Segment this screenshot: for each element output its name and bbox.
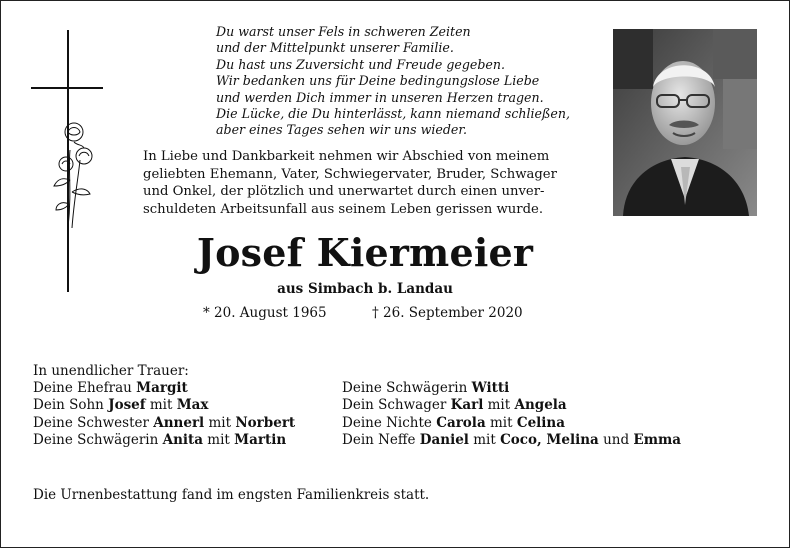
mourner-row xyxy=(33,432,295,449)
mourners-right xyxy=(342,380,681,450)
mourner-row xyxy=(342,415,681,432)
mourner-relation: mit xyxy=(483,397,515,414)
intro-line: In Liebe und Dankbarkeit nehmen wir Abschied von meinem xyxy=(143,149,550,164)
poem-line: aber eines Tages sehen wir uns wieder. xyxy=(216,122,467,138)
mourner-relation: und xyxy=(598,432,634,449)
mourner-name: Carola xyxy=(436,414,486,431)
mourner-relation: mit xyxy=(203,432,235,449)
mourner-relation: Dein Schwager xyxy=(342,397,451,414)
intro-paragraph xyxy=(143,148,588,218)
death-date: † 26. September 2020 xyxy=(372,305,523,321)
birth-date: * 20. August 1965 xyxy=(203,305,327,321)
mourner-relation: mit xyxy=(468,432,501,449)
hometown: aus Simbach b. Landau xyxy=(277,281,453,297)
mourner-name: Josef xyxy=(108,397,146,414)
mourner-relation: Dein Neffe xyxy=(342,432,420,449)
mourners-left xyxy=(33,380,295,450)
mourner-name: Coco, Melina xyxy=(500,432,599,449)
poem-line: Du warst unser Fels in schweren Zeiten xyxy=(216,24,471,39)
mourner-name: Martin xyxy=(234,432,287,449)
mourner-name: Norbert xyxy=(235,414,296,431)
mourner-name: Angela xyxy=(514,397,567,414)
poem-line: und der Mittelpunkt unserer Familie. xyxy=(216,40,454,56)
poem-line: Du hast uns Zuversicht und Freude gegeben. xyxy=(216,56,505,72)
poem-line: Die Lücke, die Du hinterlässt, kann niemand schließen, xyxy=(216,105,570,121)
mourner-relation: Deine Schwägerin xyxy=(33,432,163,449)
mourner-name: Daniel xyxy=(419,432,469,449)
poem-line: und werden Dich immer in unseren Herzen tragen. xyxy=(216,89,544,105)
mourner-row xyxy=(342,380,681,397)
rose-icon xyxy=(48,120,104,230)
mourner-name: Max xyxy=(176,397,209,414)
mourner-name: Margit xyxy=(136,380,188,396)
closing-note: Die Urnenbestattung fand im engsten Familienkreis statt. xyxy=(33,487,430,503)
poem xyxy=(216,24,596,139)
mourner-row xyxy=(33,397,295,414)
mourner-relation: Dein Sohn xyxy=(33,397,109,414)
intro-line: schuldeten Arbeitsunfall aus seinem Leben gerissen wurde. xyxy=(143,201,544,217)
intro-line: geliebten Ehemann, Vater, Schwiegervater, Bruder, Schwager xyxy=(143,166,557,182)
mourner-relation: mit xyxy=(145,397,177,414)
mourner-relation: Deine Ehefrau xyxy=(33,380,137,396)
portrait-photo xyxy=(613,29,757,216)
mourner-row xyxy=(342,397,681,414)
mourner-name: Witti xyxy=(471,380,510,396)
mourner-name: Annerl xyxy=(153,414,205,431)
mourner-row xyxy=(33,415,295,432)
mourner-name: Celina xyxy=(516,414,565,431)
mourner-name: Karl xyxy=(450,397,484,414)
mourner-relation: Deine Nichte xyxy=(342,414,437,431)
mourner-name: Emma xyxy=(633,432,682,449)
mourner-row xyxy=(342,432,681,449)
mourner-relation: Deine Schwägerin xyxy=(342,380,472,396)
deceased-name: Josef Kiermeier xyxy=(196,230,534,275)
cross-icon-bar xyxy=(31,87,103,89)
poem-line: Wir bedanken uns für Deine bedingungslose Liebe xyxy=(216,73,540,89)
intro-line: und Onkel, der plötzlich und unerwartet durch einen unver- xyxy=(143,184,545,200)
mourner-row xyxy=(33,380,295,397)
mourning-label: In unendlicher Trauer: xyxy=(33,363,189,379)
mourner-relation: mit xyxy=(204,414,236,431)
mourner-relation: Deine Schwester xyxy=(33,414,154,431)
mourner-relation: mit xyxy=(485,414,517,431)
mourner-name: Anita xyxy=(162,432,204,449)
